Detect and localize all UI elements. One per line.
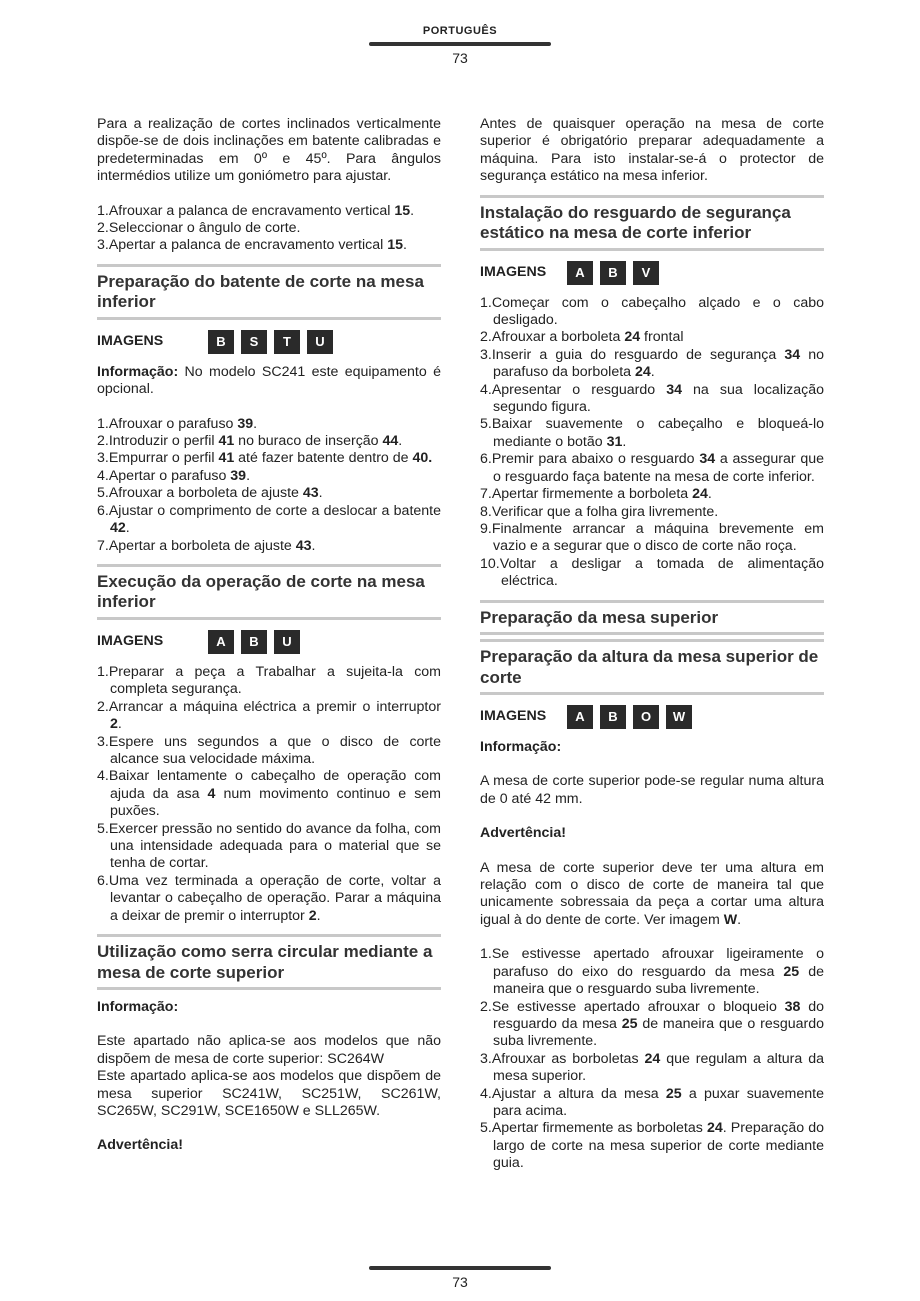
- step-text: no parafuso da borboleta: [493, 346, 824, 381]
- step-ref-number: 31: [606, 433, 623, 450]
- step-item: [480, 486, 824, 503]
- images-row: [97, 329, 441, 355]
- step-ref-number: 41: [218, 433, 235, 450]
- step-item: [97, 220, 441, 237]
- step-text: de maneira que o resguardo suba livremente.: [493, 1015, 824, 1050]
- step-ref-number: 24: [644, 1050, 661, 1067]
- image-badges: [208, 630, 307, 654]
- images-label: IMAGENS: [480, 263, 547, 280]
- step-item: [480, 295, 824, 330]
- images-row: [97, 629, 441, 655]
- section-heading: Instalação do resguardo de segurança estático na mesa de corte inferior: [480, 195, 824, 251]
- step-ref-number: 34: [666, 381, 682, 398]
- step-item: [480, 556, 824, 591]
- step-ref-number: 2: [308, 907, 317, 924]
- step-item: [97, 699, 441, 734]
- step-item: [97, 203, 441, 220]
- step-text: na sua localização segundo figura.: [493, 381, 824, 416]
- image-badges: [567, 261, 666, 285]
- step-item: [480, 382, 824, 417]
- step-item: [97, 821, 441, 873]
- step-text: 2.Introduzir o perfil: [97, 433, 219, 450]
- step-text: .: [316, 907, 321, 924]
- info-paragraph: Este apartado não aplica-se aos modelos que não dispõem de mesa de corte superior: SC264W: [97, 1033, 441, 1067]
- step-text: .: [410, 202, 415, 219]
- step-item: [480, 1051, 824, 1086]
- step-text: .: [318, 485, 323, 502]
- step-ref-number: 4: [207, 785, 216, 802]
- step-text: de maneira que o resguardo suba livremente.: [493, 963, 824, 998]
- step-text: .: [622, 433, 627, 450]
- step-ref-number: 43: [295, 537, 312, 554]
- image-badge: A: [208, 630, 234, 654]
- intro-paragraph: Para a realização de cortes inclinados verticalmente dispõe-se de dois inclinações em batente calibradas e predeterminadas em 0º e 45º. Para ângulos intermédios utilize um goniómetro para ajustar.: [97, 116, 441, 185]
- step-ref-number: 43: [302, 485, 319, 502]
- steps-list: [97, 203, 441, 255]
- step-text: .: [398, 433, 403, 450]
- step-item: [97, 450, 441, 467]
- step-text: 5.Exercer pressão no sentido do avance da folha, com una intensidade adequada para o material que se tenha de cortar.: [97, 820, 441, 872]
- section-heading: Preparação da mesa superior: [480, 600, 824, 636]
- steps-list: [97, 416, 441, 555]
- step-ref-number: 34: [784, 346, 801, 363]
- image-badges: [208, 330, 340, 354]
- steps-list: [480, 295, 824, 591]
- step-text: 1.Começar com o cabeçalho alçado e o cabo desligado.: [480, 294, 824, 329]
- warning-label: Advertência!: [97, 1137, 183, 1154]
- header-page-number: 73: [452, 50, 468, 66]
- step-item: [97, 503, 441, 538]
- image-badge: T: [274, 330, 300, 354]
- step-item: [480, 999, 824, 1051]
- image-badge: A: [567, 261, 593, 285]
- section-heading: Preparação da altura da mesa superior de corte: [480, 639, 824, 695]
- image-badge: B: [600, 705, 626, 729]
- step-item: [97, 485, 441, 502]
- info-paragraph: Este apartado aplica-se aos modelos que dispõem de mesa superior SC241W, SC251W, SC261W, SC265W, SC291W, SCE1650W e SLL265W.: [97, 1068, 441, 1120]
- image-badge: B: [208, 330, 234, 354]
- info-paragraph: [97, 364, 441, 399]
- step-item: [480, 504, 824, 521]
- section-heading: Execução da operação de corte na mesa inferior: [97, 564, 441, 620]
- step-item: [97, 433, 441, 450]
- step-item: [97, 237, 441, 254]
- step-text: 1.Preparar a peça a Trabalhar a sujeita-la com completa segurança.: [97, 663, 441, 698]
- step-ref-number: 38: [784, 998, 801, 1015]
- image-badges: [567, 705, 699, 729]
- step-ref-number: 24: [706, 1120, 723, 1137]
- step-item: [97, 873, 441, 925]
- step-text: frontal: [640, 329, 684, 346]
- step-ref-number: 25: [621, 1015, 638, 1032]
- warning-paragraph: [480, 860, 824, 930]
- info-label: Informação:: [97, 363, 179, 380]
- step-item: [480, 451, 824, 486]
- step-text: 1.Afrouxar a palanca de encravamento vertical: [97, 202, 395, 219]
- footer-page-number: 73: [452, 1274, 468, 1290]
- step-item: [480, 946, 824, 998]
- image-badge: A: [567, 705, 593, 729]
- info-label: Informação:: [480, 739, 562, 756]
- images-label: IMAGENS: [97, 333, 164, 350]
- step-text: 6.Premir para abaixo o resguardo: [480, 451, 700, 468]
- step-text: a assegurar que o resguardo faça batente na mesa de corte inferior.: [493, 451, 824, 485]
- step-text: .: [125, 520, 130, 537]
- step-text: 2.Afrouxar a borboleta: [480, 329, 625, 346]
- header-divider: [369, 42, 551, 46]
- left-column: [97, 116, 441, 1155]
- step-ref-number: 40.: [412, 450, 433, 467]
- step-text: 4.Ajustar a altura da mesa: [480, 1085, 666, 1102]
- info-paragraph: A mesa de corte superior pode-se regular numa altura de 0 até 42 mm.: [480, 773, 824, 807]
- step-item: [97, 416, 441, 433]
- step-text: 5.Afrouxar a borboleta de ajuste: [97, 485, 303, 502]
- warning-image-ref: W: [723, 911, 738, 928]
- step-item: [480, 1086, 824, 1121]
- step-text: 4.Apertar o parafuso: [97, 467, 231, 484]
- step-text: . Preparação do largo de corte na mesa superior de corte mediante guia.: [493, 1120, 824, 1172]
- step-item: [480, 347, 824, 382]
- images-label: IMAGENS: [480, 708, 547, 725]
- image-badge: U: [274, 630, 300, 654]
- step-ref-number: 41: [218, 450, 235, 467]
- step-ref-number: 24: [634, 364, 651, 381]
- step-text: 8.Verificar que a folha gira livremente.: [480, 503, 719, 520]
- image-badge: O: [633, 705, 659, 729]
- step-text: .: [403, 237, 407, 254]
- step-ref-number: 42: [110, 520, 126, 537]
- step-text: 3.Apertar a palanca de encravamento vertical: [97, 237, 388, 254]
- step-text: .: [246, 467, 251, 484]
- step-text: que regulam a altura da mesa superior.: [493, 1050, 824, 1085]
- intro-paragraph: Antes de quaisquer operação na mesa de corte superior é obrigatório preparar adequadamente a máquina. Para isto instalar-se-á o protector de segurança estático na mesa inferior.: [480, 116, 824, 185]
- step-ref-number: 39: [230, 467, 247, 484]
- image-badge: W: [666, 705, 692, 729]
- section-heading: Utilização como serra circular mediante a mesa de corte superior: [97, 934, 441, 990]
- step-ref-number: 25: [783, 963, 800, 980]
- step-text: 2.Arrancar a máquina eléctrica a premir o interruptor: [97, 698, 441, 715]
- step-ref-number: 2: [110, 716, 118, 733]
- step-text: 6.Ajustar o comprimento de corte a deslocar a batente: [97, 502, 441, 519]
- steps-list: [97, 664, 441, 925]
- info-text: No modelo SC241 este equipamento é opcional.: [97, 363, 441, 398]
- warning-text-end: .: [737, 911, 742, 928]
- step-item: [480, 521, 824, 556]
- image-badge: U: [307, 330, 333, 354]
- info-label: Informação:: [97, 999, 179, 1015]
- step-text: até fazer batente dentro de: [234, 450, 413, 467]
- step-text: 10.Voltar a desligar a tomada de alimentação eléctrica.: [480, 555, 824, 590]
- step-text: do resguardo da mesa: [493, 998, 824, 1032]
- step-text: 7.Apertar firmemente a borboleta: [480, 486, 693, 503]
- header-language: PORTUGUÊS: [422, 25, 498, 37]
- step-text: 2.Seleccionar o ângulo de corte.: [97, 220, 301, 237]
- step-text: 7.Apertar a borboleta de ajuste: [97, 537, 296, 554]
- step-item: [97, 468, 441, 485]
- step-ref-number: 24: [624, 329, 641, 346]
- step-text: 5.Apertar firmemente as borboletas: [480, 1120, 707, 1137]
- section-heading: Preparação do batente de corte na mesa inferior: [97, 264, 441, 320]
- step-item: [480, 416, 824, 451]
- step-text: .: [707, 486, 712, 503]
- step-text: 3.Inserir a guia do resguardo de segurança: [480, 346, 785, 363]
- step-text: 3.Espere uns segundos a que o disco de corte alcance sua velocidade máxima.: [97, 733, 441, 767]
- images-label: IMAGENS: [97, 633, 164, 650]
- warning-label: Advertência!: [480, 825, 566, 842]
- step-text: 2.Se estivesse apertado afrouxar o bloqueio: [480, 998, 785, 1015]
- step-item: [97, 734, 441, 769]
- step-text: 3.Empurrar o perfil: [97, 450, 219, 467]
- images-row: [480, 704, 824, 730]
- step-text: .: [311, 537, 316, 554]
- warning-text: A mesa de corte superior deve ter uma altura em relação com o disco de corte de maneira tal que unicamente sobressaia da peça a cortar uma altura igual à do dente de corte. Ver imagem: [480, 859, 824, 928]
- step-item: [97, 768, 441, 820]
- step-text: 4.Baixar lentamente o cabeçalho de operação com ajuda da asa: [97, 768, 441, 802]
- step-text: .: [650, 364, 655, 381]
- steps-list: [480, 946, 824, 1172]
- image-badge: B: [241, 630, 267, 654]
- step-text: 4.Apresentar o resguardo: [480, 381, 667, 398]
- image-badge: B: [600, 261, 626, 285]
- step-ref-number: 34: [699, 451, 716, 468]
- step-text: 1.Afrouxar o parafuso: [97, 415, 238, 432]
- image-badge: S: [241, 330, 267, 354]
- step-text: 6.Uma vez terminada a operação de corte, voltar a levantar o cabeçalho de operação. Parar a máquina a deixar de premir o interruptor: [97, 872, 441, 924]
- step-item: [480, 329, 824, 346]
- step-text: num movimento continuo e sem puxões.: [110, 785, 441, 820]
- step-item: [480, 1120, 824, 1172]
- step-ref-number: 44: [382, 433, 399, 450]
- right-column: [480, 116, 824, 1173]
- image-badge: V: [633, 261, 659, 285]
- step-ref-number: 24: [692, 486, 708, 503]
- step-text: 3.Afrouxar as borboletas: [480, 1050, 645, 1067]
- step-text: 5.Baixar suavemente o cabeçalho e bloqueá-lo mediante o botão: [480, 416, 824, 450]
- step-text: .: [117, 716, 122, 733]
- step-text: no buraco de inserção: [234, 433, 383, 450]
- footer-divider: [369, 1266, 551, 1270]
- step-ref-number: 15: [394, 202, 411, 219]
- step-item: [97, 538, 441, 555]
- step-item: [97, 664, 441, 699]
- step-text: 9.Finalmente arrancar a máquina brevemente em vazio e a segurar que o disco de corte não roça.: [480, 520, 824, 555]
- step-ref-number: 15: [387, 237, 404, 254]
- step-text: a puxar suavemente para acima.: [493, 1085, 824, 1119]
- images-row: [480, 260, 824, 286]
- step-ref-number: 25: [665, 1085, 682, 1102]
- step-ref-number: 39: [237, 415, 254, 432]
- step-text: 1.Se estivesse apertado afrouxar ligeiramente o parafuso do eixo do resguardo da mesa: [480, 946, 824, 980]
- step-text: .: [253, 415, 258, 432]
